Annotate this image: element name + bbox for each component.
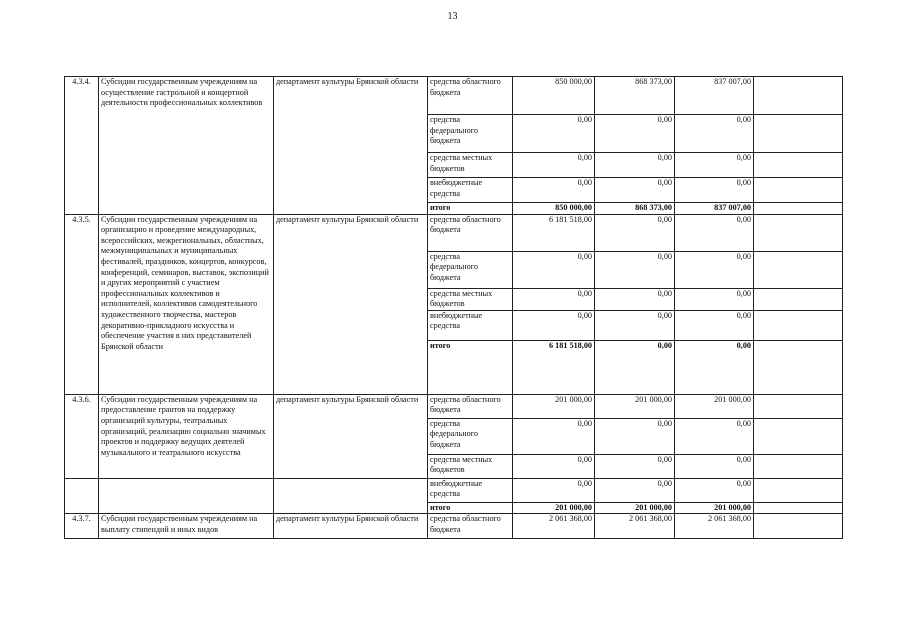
funding-source: средства федерального бюджета	[428, 418, 513, 454]
funding-source: средства областного бюджета	[428, 394, 513, 418]
item-description: Субсидии государственным учреждениям на организацию и проведение международных, всероссийских, межрегиональных, областных, межмуниципальных и муниципальных фестивалей, праздников, концертов, конкурсов, конференций, семинаров, выставок, экспозиций и других мероприятий с участием профессиональных коллективов и исполнителей, коллективов самодеятельного художественного творчества, мастеров декоративно-прикладного искусства и обеспечение участия в них представителей Брянской области	[99, 214, 274, 394]
table-row	[65, 214, 843, 251]
empty-cell	[754, 214, 843, 251]
amount-year-2: 201 000,00	[595, 502, 675, 514]
amount-year-1: 2 061 368,00	[513, 514, 595, 539]
amount-year-1: 0,00	[513, 454, 595, 478]
empty-cell	[99, 478, 274, 514]
empty-cell	[754, 153, 843, 178]
amount-year-3: 0,00	[675, 418, 754, 454]
amount-year-2: 0,00	[595, 418, 675, 454]
empty-cell	[274, 478, 428, 514]
item-executor: департамент культуры Брянской области	[274, 77, 428, 215]
amount-year-3: 0,00	[675, 454, 754, 478]
amount-year-3: 0,00	[675, 153, 754, 178]
item-executor: департамент культуры Брянской области	[274, 514, 428, 539]
amount-year-2: 201 000,00	[595, 394, 675, 418]
amount-year-2: 0,00	[595, 178, 675, 203]
funding-source: средства местных бюджетов	[428, 454, 513, 478]
amount-year-1: 850 000,00	[513, 77, 595, 115]
table-row	[65, 394, 843, 418]
funding-source: итого	[428, 502, 513, 514]
item-number: 4.3.6.	[65, 394, 99, 478]
amount-year-1: 0,00	[513, 153, 595, 178]
item-description: Субсидии государственным учреждениям на предоставление грантов на поддержку организаций культуры, театральных организаций, реализацию социально значимых проектов и поддержку ведущих деятелей музыкального и театрального искусства	[99, 394, 274, 478]
empty-cell	[754, 288, 843, 310]
table-row	[65, 514, 843, 539]
item-number: 4.3.5.	[65, 214, 99, 394]
amount-year-1: 0,00	[513, 288, 595, 310]
empty-cell	[754, 178, 843, 203]
empty-cell	[754, 251, 843, 288]
table-row	[65, 478, 843, 502]
amount-year-3: 0,00	[675, 178, 754, 203]
amount-year-3: 0,00	[675, 340, 754, 394]
amount-year-3: 0,00	[675, 288, 754, 310]
amount-year-1: 201 000,00	[513, 394, 595, 418]
item-description: Субсидии государственным учреждениям на осуществление гастрольной и концертной деятельности профессиональных коллективов	[99, 77, 274, 215]
table-body	[65, 77, 843, 539]
amount-year-2: 0,00	[595, 310, 675, 340]
funding-source: средства федерального бюджета	[428, 115, 513, 153]
empty-cell	[754, 502, 843, 514]
empty-cell	[754, 394, 843, 418]
funding-source: внебюджетные средства	[428, 310, 513, 340]
funding-source: средства областного бюджета	[428, 214, 513, 251]
amount-year-3: 837 007,00	[675, 77, 754, 115]
item-number: 4.3.7.	[65, 514, 99, 539]
amount-year-3: 0,00	[675, 310, 754, 340]
amount-year-2: 868 373,00	[595, 203, 675, 215]
amount-year-3: 0,00	[675, 214, 754, 251]
amount-year-3: 0,00	[675, 478, 754, 502]
amount-year-1: 0,00	[513, 478, 595, 502]
amount-year-2: 2 061 368,00	[595, 514, 675, 539]
amount-year-1: 6 181 518,00	[513, 214, 595, 251]
funding-source: итого	[428, 203, 513, 215]
amount-year-2: 0,00	[595, 251, 675, 288]
empty-cell	[754, 203, 843, 215]
funding-source: внебюджетные средства	[428, 478, 513, 502]
funding-source: средства областного бюджета	[428, 514, 513, 539]
amount-year-1: 0,00	[513, 251, 595, 288]
table-row	[65, 77, 843, 115]
amount-year-1: 850 000,00	[513, 203, 595, 215]
funding-source: средства федерального бюджета	[428, 251, 513, 288]
empty-cell	[754, 115, 843, 153]
amount-year-2: 0,00	[595, 115, 675, 153]
amount-year-1: 0,00	[513, 115, 595, 153]
amount-year-1: 201 000,00	[513, 502, 595, 514]
amount-year-2: 0,00	[595, 214, 675, 251]
amount-year-3: 837 007,00	[675, 203, 754, 215]
item-executor: департамент культуры Брянской области	[274, 214, 428, 394]
amount-year-3: 2 061 368,00	[675, 514, 754, 539]
amount-year-2: 0,00	[595, 288, 675, 310]
empty-cell	[754, 310, 843, 340]
amount-year-3: 201 000,00	[675, 502, 754, 514]
funding-source: итого	[428, 340, 513, 394]
item-executor: департамент культуры Брянской области	[274, 394, 428, 478]
amount-year-2: 0,00	[595, 478, 675, 502]
item-number: 4.3.4.	[65, 77, 99, 215]
amount-year-3: 201 000,00	[675, 394, 754, 418]
page-number: 13	[447, 11, 458, 22]
budget-table	[64, 76, 843, 539]
empty-cell	[65, 478, 99, 514]
funding-source: средства местных бюджетов	[428, 288, 513, 310]
amount-year-1: 0,00	[513, 418, 595, 454]
empty-cell	[754, 514, 843, 539]
item-description: Субсидии государственным учреждениям на выплату стипендий и иных видов	[99, 514, 274, 539]
amount-year-1: 6 181 518,00	[513, 340, 595, 394]
amount-year-2: 0,00	[595, 454, 675, 478]
amount-year-2: 0,00	[595, 153, 675, 178]
funding-source: средства областного бюджета	[428, 77, 513, 115]
funding-source: средства местных бюджетов	[428, 153, 513, 178]
amount-year-1: 0,00	[513, 178, 595, 203]
amount-year-2: 0,00	[595, 340, 675, 394]
empty-cell	[754, 478, 843, 502]
amount-year-1: 0,00	[513, 310, 595, 340]
empty-cell	[754, 418, 843, 454]
amount-year-2: 868 373,00	[595, 77, 675, 115]
empty-cell	[754, 340, 843, 394]
empty-cell	[754, 454, 843, 478]
empty-cell	[754, 77, 843, 115]
amount-year-3: 0,00	[675, 251, 754, 288]
funding-source: внебюджетные средства	[428, 178, 513, 203]
amount-year-3: 0,00	[675, 115, 754, 153]
